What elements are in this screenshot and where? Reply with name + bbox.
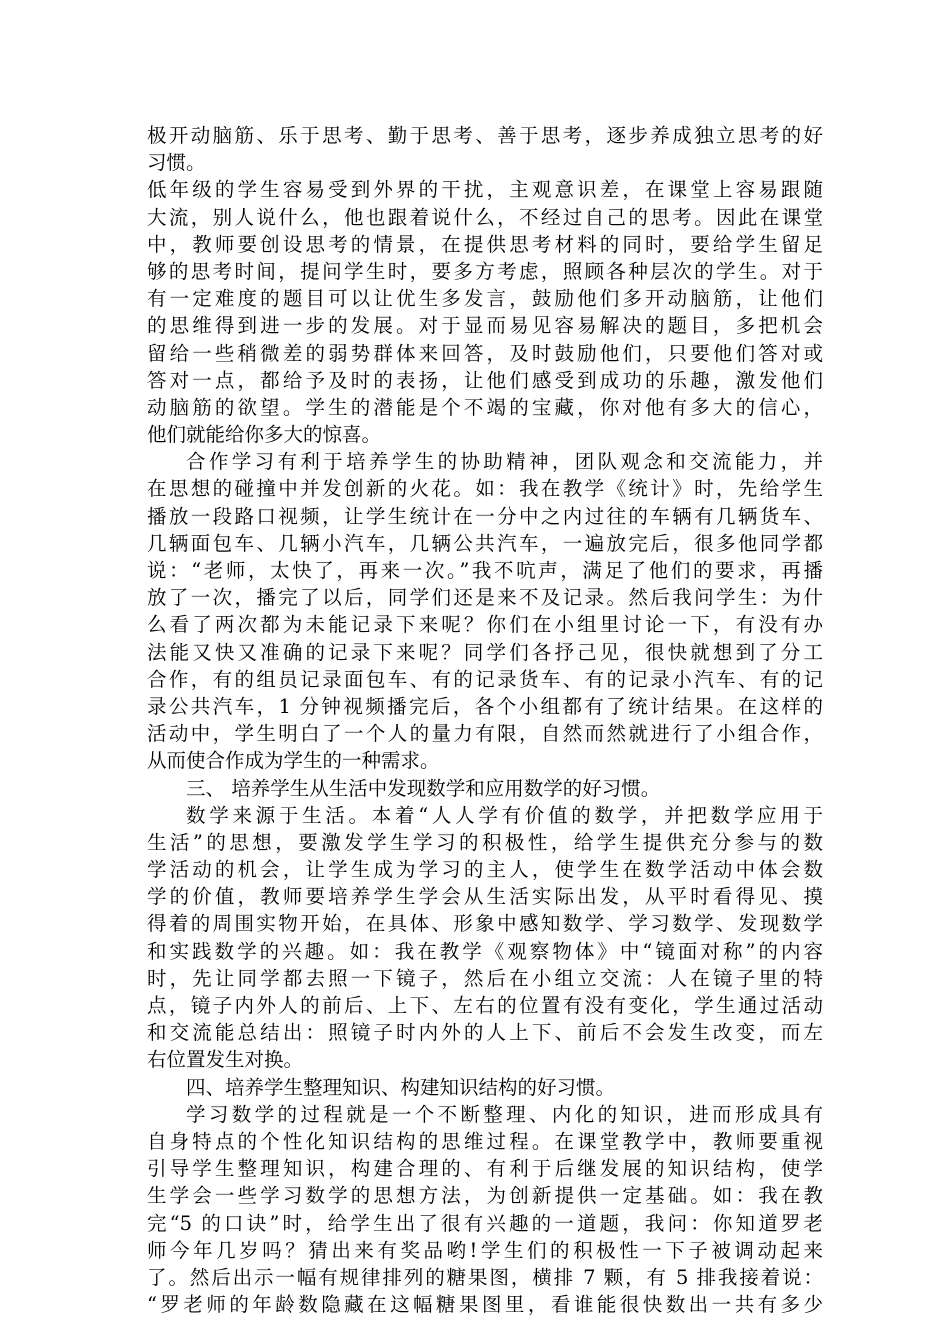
text-line: 得着的周围实物开始，在具体、形象中感知数学、学习数学、发现数学 bbox=[147, 912, 823, 936]
text-line: 录公共汽车，1 分钟视频播完后，各个小组都有了统计结果。在这样的 bbox=[147, 694, 823, 718]
text-line: 有一定难度的题目可以让优生多发言，鼓励他们多开动脑筋，让他们 bbox=[147, 287, 823, 311]
text-line: 生活”的思想，要激发学生学习的积极性，给学生提供充分参与的数 bbox=[147, 830, 823, 854]
text-line: 右位置发生对换。 bbox=[147, 1048, 304, 1072]
text-line: 学习数学的过程就是一个不断整理、内化的知识，进而形成具有 bbox=[186, 1102, 823, 1126]
text-line: 大流，别人说什么，他也跟着说什么，不经过自己的思考。因此在课堂 bbox=[147, 205, 823, 229]
text-line: 留给一些稍微差的弱势群体来回答，及时鼓励他们，只要他们答对或 bbox=[147, 341, 823, 365]
text-line: 放了一次，播完了以后，同学们还是来不及记录。然后我问学生：为什 bbox=[147, 586, 823, 610]
text-line: 播放一段路口视频，让学生统计在一分中之内过往的车辆有几辆货车、 bbox=[147, 504, 823, 528]
text-line: 几辆面包车、几辆小汽车，几辆公共汽车，一遍放完后，很多他同学都 bbox=[147, 531, 823, 555]
text-line: 师今年几岁吗？猜出来有奖品哟!学生们的积极性一下子被调动起来 bbox=[147, 1238, 823, 1262]
text-line: 法能又快又准确的记录下来呢？同学们各抒己见，很快就想到了分工 bbox=[147, 640, 823, 664]
text-line: 引导学生整理知识，构建合理的、有利于后继发展的知识结构，使学 bbox=[147, 1157, 823, 1181]
text-line: 答对一点，都给予及时的表扬，让他们感受到成功的乐趣，激发他们 bbox=[147, 368, 823, 392]
text-line: 低年级的学生容易受到外界的干扰，主观意识差，在课堂上容易跟随 bbox=[147, 178, 823, 202]
text-line: 在思想的碰撞中并发创新的火花。如：我在教学《统计》时，先给学生 bbox=[147, 477, 823, 501]
text-line: 习惯。 bbox=[147, 151, 206, 175]
text-line: 完“5 的口诀”时，给学生出了很有兴趣的一道题，我问：你知道罗老 bbox=[147, 1211, 823, 1235]
text-line: 动脑筋的欲望。学生的潜能是个不竭的宝藏，你对他有多大的信心， bbox=[147, 395, 823, 419]
text-line: 从而使合作成为学生的一种需求。 bbox=[147, 749, 440, 773]
document-page bbox=[147, 122, 823, 1318]
text-line: 么看了两次都为未能记录下来呢？你们在小组里讨论一下，有没有办 bbox=[147, 613, 823, 637]
text-line: 点，镜子内外人的前后、上下、左右的位置有没有变化，学生通过活动 bbox=[147, 994, 823, 1017]
text-line: 极开动脑筋、乐于思考、勤于思考、善于思考，逐步养成独立思考的好 bbox=[147, 124, 823, 147]
text-line: 和实践数学的兴趣。如：我在教学《观察物体》中“镜面对称”的内容 bbox=[147, 939, 823, 963]
text-line: 的思维得到进一步的发展。对于显而易见容易解决的题目，多把机会 bbox=[147, 314, 823, 338]
text-line: 数学来源于生活。本着“人人学有价值的数学，并把数学应用于 bbox=[186, 803, 823, 827]
text-line: 自身特点的个性化知识结构的思维过程。在课堂教学中，教师要重视 bbox=[147, 1129, 823, 1153]
text-line: 合作，有的组员记录面包车、有的记录货车、有的记录小汽车、有的记 bbox=[147, 667, 823, 691]
text-line: 学活动的机会，让学生成为学习的主人，使学生在数学活动中体会数 bbox=[147, 858, 823, 882]
text-line: 四、培养学生整理知识、构建知识结构的好习惯。 bbox=[186, 1075, 616, 1099]
text-line: “罗老师的年龄数隐藏在这幅糖果图里，看谁能很快数出一共有多少 bbox=[147, 1293, 823, 1317]
text-line: 够的思考时间，提问学生时，要多方考虑，照顾各种层次的学生。对于 bbox=[147, 259, 823, 283]
text-line: 合作学习有利于培养学生的协助精神，团队观念和交流能力，并 bbox=[186, 450, 823, 474]
text-line: 和交流能总结出：照镜子时内外的人上下、前后不会发生改变，而左 bbox=[147, 1021, 823, 1045]
text-line: 中，教师要创设思考的情景，在提供思考材料的同时，要给学生留足 bbox=[147, 232, 823, 256]
text-line: 三、 培养学生从生活中发现数学和应用数学的好习惯。 bbox=[186, 776, 661, 800]
text-line: 他们就能给你多大的惊喜。 bbox=[147, 423, 382, 447]
text-line: 时，先让同学都去照一下镜子，然后在小组立交流：人在镜子里的特 bbox=[147, 966, 823, 990]
text-line: 生学会一些学习数学的思想方法，为创新提供一定基础。如：我在教 bbox=[147, 1184, 823, 1208]
text-line: 活动中，学生明白了一个人的量力有限，自然而然就进行了小组合作， bbox=[147, 722, 823, 746]
text-line: 说：“老师，太快了，再来一次。”我不吭声，满足了他们的要求，再播 bbox=[147, 559, 823, 582]
text-line: 了。然后出示一幅有规律排列的糖果图，横排 7 颗，有 5 排我接着说： bbox=[147, 1265, 823, 1289]
text-line: 学的价值，教师要培养学生学会从生活实际出发，从平时看得见、摸 bbox=[147, 885, 823, 909]
